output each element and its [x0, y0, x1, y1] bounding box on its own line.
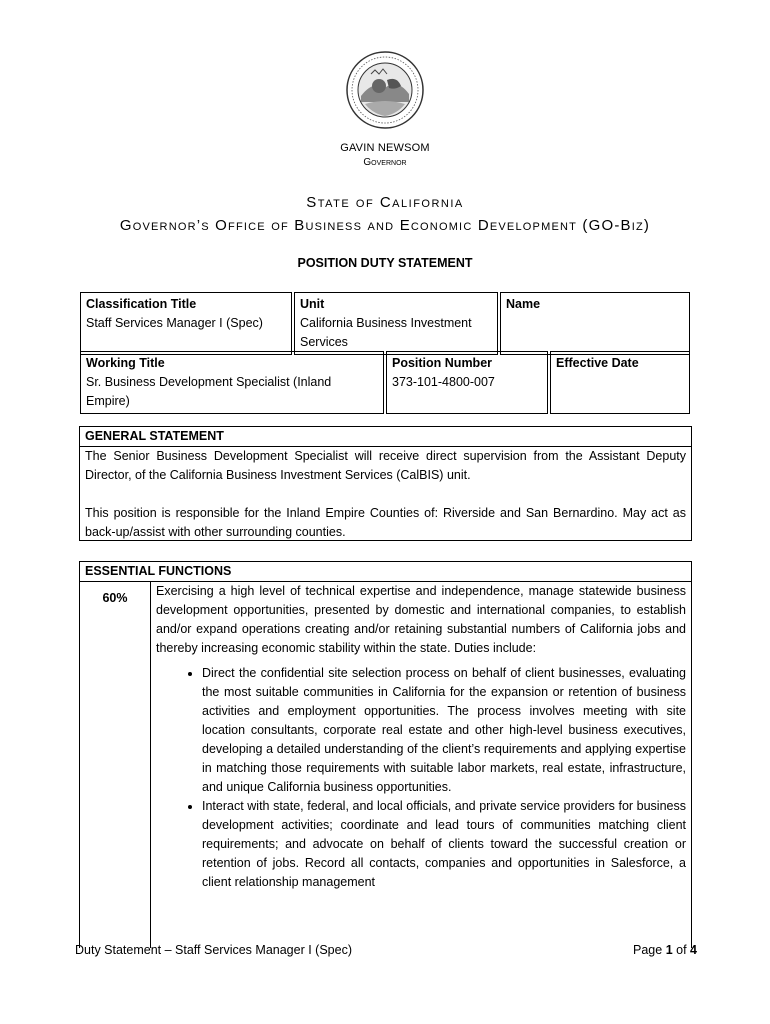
essential-functions-heading: ESSENTIAL FUNCTIONS	[80, 562, 691, 582]
unit-cell	[294, 292, 498, 355]
california-state-seal	[345, 50, 425, 130]
position-info-table-top	[78, 290, 692, 357]
unit-value: California Business Investment Services	[300, 316, 472, 349]
governor-title: Governor	[363, 157, 407, 168]
position-number-cell	[386, 351, 548, 414]
page-of: of	[676, 943, 687, 957]
name-label: Name	[506, 297, 541, 311]
position-number-label: Position Number	[392, 356, 493, 370]
function-description	[151, 582, 691, 948]
page-prefix: Page	[633, 943, 663, 957]
working-title-value: Sr. Business Development Specialist (Inland Empire)	[86, 375, 332, 408]
page-footer	[75, 943, 697, 957]
general-statement-section	[79, 426, 692, 541]
function-percent: 60%	[80, 582, 151, 948]
unit-label: Unit	[300, 297, 325, 311]
page-number	[633, 943, 697, 957]
document-title: POSITION DUTY STATEMENT	[297, 256, 473, 270]
classification-cell	[80, 292, 292, 355]
essential-functions-section	[79, 561, 692, 948]
effective-date-cell	[550, 351, 690, 414]
general-statement-paragraph-2: This position is responsible for the Inland Empire Counties of: Riverside and San Bernardino. May act as back-up/assist with other surrounding counties.	[85, 506, 686, 539]
state-name: State of California	[306, 194, 464, 211]
duty-item: • Interact with state, federal, and local officials, and private service providers for business development activities; coordinate and lead tours of communities matching client requirements; and advocate on behalf of clients toward the successful creation or retention of jobs. Record all contacts, companies and opportunities in Salesforce, a client relationship management	[202, 797, 686, 892]
position-number-value: 373-101-4800-007	[392, 375, 495, 389]
working-title-label: Working Title	[86, 356, 165, 370]
function-duties-list	[156, 664, 686, 892]
footer-title: Duty Statement – Staff Services Manager I (Spec)	[75, 943, 352, 957]
function-intro: Exercising a high level of technical expertise and independence, manage statewide business development opportunities, presented by domestic and international companies, to establish and/or expand operations creating and/or retaining substantial numbers of California jobs and thereby increasing economic stability within the state. Duties include:	[156, 584, 686, 655]
classification-value: Staff Services Manager I (Spec)	[86, 316, 263, 330]
classification-label: Classification Title	[86, 297, 197, 311]
general-statement-heading: GENERAL STATEMENT	[80, 427, 691, 447]
name-cell	[500, 292, 690, 355]
working-title-cell	[80, 351, 384, 414]
duty-item: • Direct the confidential site selection process on behalf of client businesses, evaluating the most suitable communities in California for the expansion or retention of business activities and employment opportunities. The process involves meeting with site location consultants, corporate real estate and other high-level business executives, developing a detailed understanding of the client’s requirements and applying expertise in matching those requirements with suitable labor markets, real estate, infrastructure, and unique California business opportunities.	[202, 664, 686, 797]
office-name: Governor’s Office of Business and Economic Development (GO-Biz)	[119, 217, 651, 234]
position-info-table-bottom	[78, 349, 692, 416]
general-statement-paragraph-1: The Senior Business Development Specialist will receive direct supervision from the Assistant Deputy Director, of the California Business Investment Services (CalBIS) unit.	[85, 449, 686, 482]
governor-name: GAVIN NEWSOM	[340, 142, 430, 154]
effective-date-label: Effective Date	[556, 356, 639, 370]
page-current: 1	[665, 943, 673, 957]
page-total: 4	[690, 943, 697, 957]
